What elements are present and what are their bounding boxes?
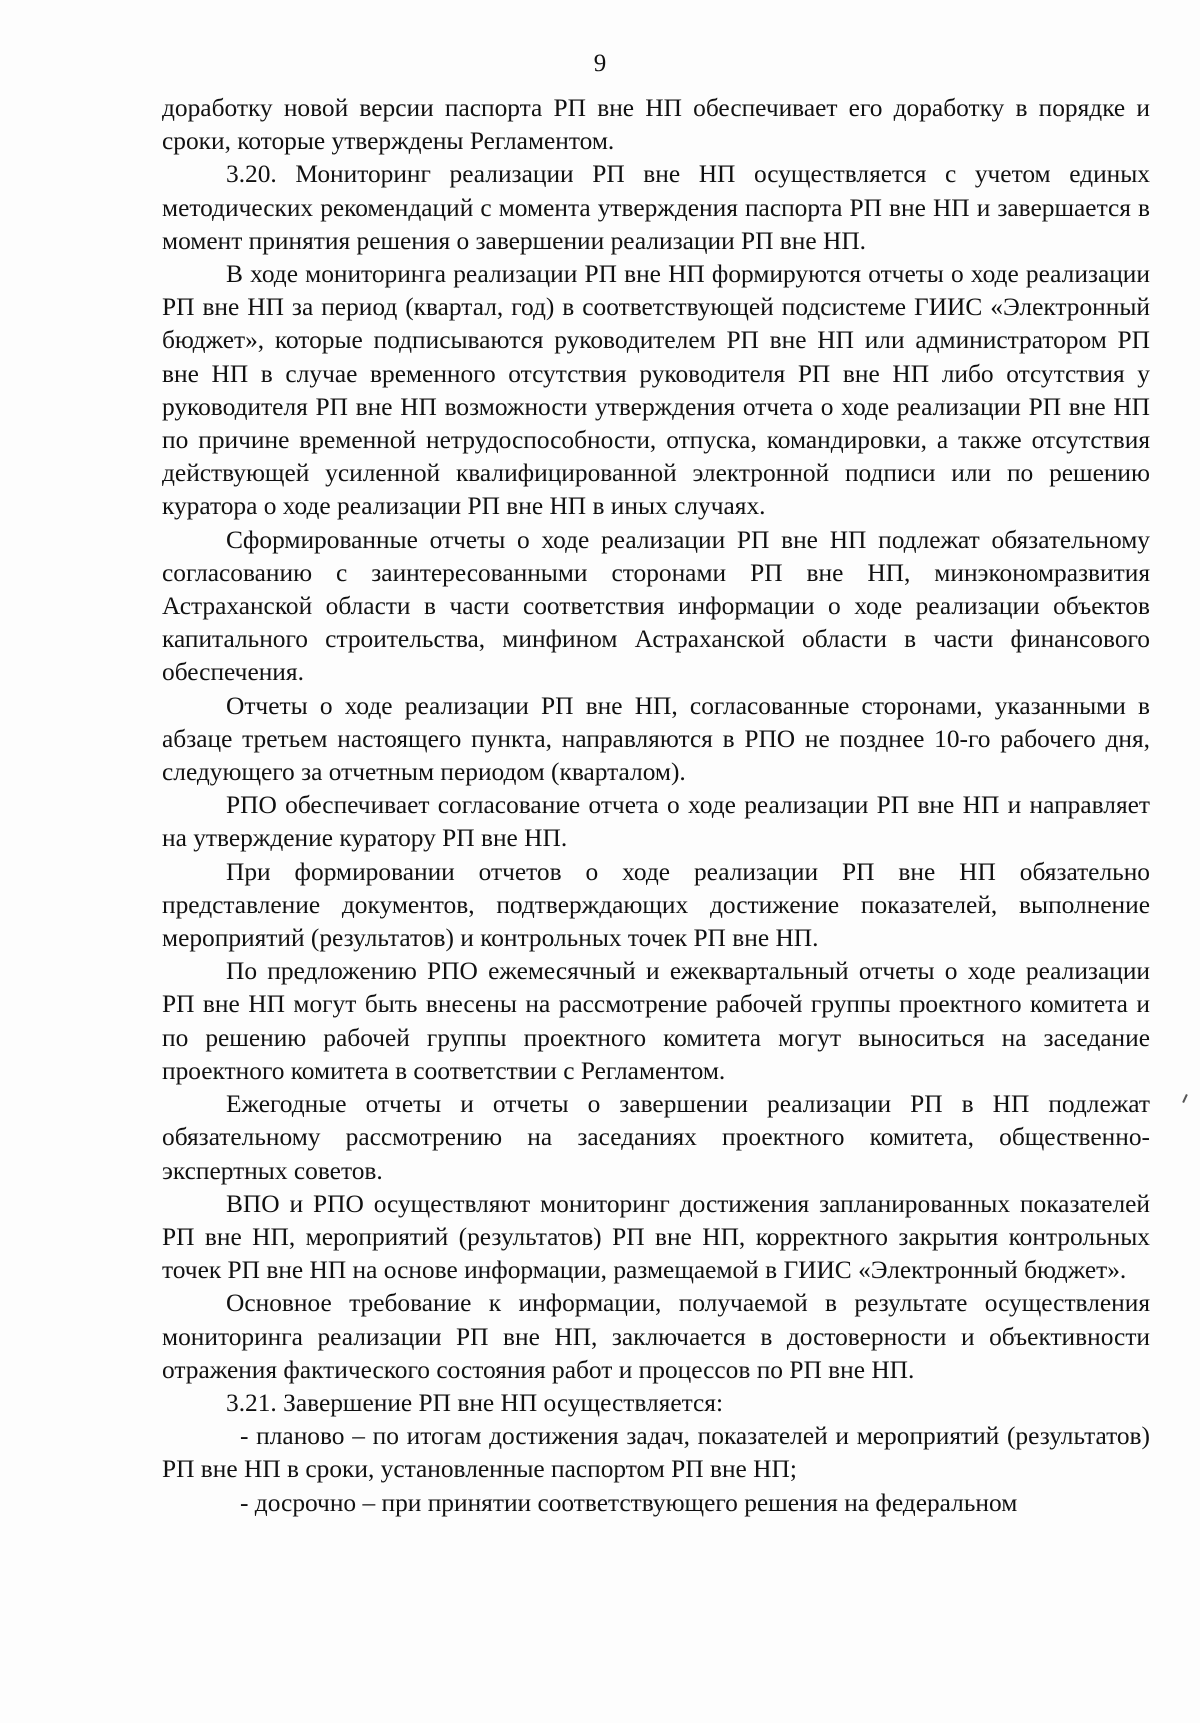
paragraph-reports-approval: Сформированные отчеты о ходе реализации РП вне НП подлежат обязательному согласованию с заинтересованными сторонами РП вне НП, минэкономразвития Астраханской области в части соответствия информации о ходе реализации объектов капитального строительства, минфином Астраханской области в части финансового обеспечения. — [162, 525, 1150, 687]
paragraph-rpo-proposal: По предложению РПО ежемесячный и ежеквартальный отчеты о ходе реализации РП вне НП могут быть внесены на рассмотрение рабочей группы проектного комитета и по решению рабочей группы проектного комитета могут выноситься на заседание проектного комитета в соответствии с Регламентом. — [162, 957, 1150, 1085]
paragraph-main-requirement: Основное требование к информации, получаемой в результате осуществления мониторинга реализации РП вне НП, заключается в достоверности и объективности отражения фактического состояния работ и процессов по РП вне НП. — [162, 1289, 1150, 1384]
paragraph-documents: При формировании отчетов о ходе реализации РП вне НП обязательно представление документов, подтверждающих достижение показателей, выполнение мероприятий (результатов) и контрольных точек РП вне НП. — [162, 857, 1150, 953]
paragraph-vpo-rpo-monitoring: ВПО и РПО осуществляют мониторинг достижения запланированных показателей РП вне НП, мероприятий (результатов) РП вне НП, корректного закрытия контрольных точек РП вне НП на основе информации, размещаемой в ГИИС «Электронный бюджет». — [162, 1189, 1150, 1285]
document-body — [162, 92, 1150, 1520]
paragraph-3-20: 3.20. Мониторинг реализации РП вне НП осуществляется с учетом единых методических рекомендаций с момента утверждения паспорта РП вне НП и завершается в момент принятия решения о завершении реализации РП вне НП. — [162, 160, 1150, 255]
paragraph-3-21: 3.21. Завершение РП вне НП осуществляется: — [226, 1388, 724, 1417]
scan-artifact-mark — [1182, 1094, 1188, 1103]
paragraph-rpo-approval: РПО обеспечивает согласование отчета о ходе реализации РП вне НП и направляет на утверждение куратору РП вне НП. — [162, 791, 1150, 853]
list-item-planned: - планово – по итогам достижения задач, показателей и мероприятий (результатов) РП вне НП в сроки, установленные паспортом РП вне НП; — [162, 1422, 1150, 1484]
paragraph-reports-submission: Отчеты о ходе реализации РП вне НП, согласованные сторонами, указанными в абзаце третьем настоящего пункта, направляются в РПО не позднее 10-го рабочего дня, следующего за отчетным периодом (кварталом). — [162, 691, 1150, 787]
paragraph-continuation: доработку новой версии паспорта РП вне НП обеспечивает его доработку в порядке и сроки, которые утверждены Регламентом. — [162, 94, 1150, 156]
list-item-early: - досрочно – при принятии соответствующего решения на федеральном — [240, 1488, 1018, 1517]
paragraph-annual-reports: Ежегодные отчеты и отчеты о завершении реализации РП в НП подлежат обязательному рассмотрению на заседаниях проектного комитета, общественно-экспертных советов. — [162, 1090, 1150, 1185]
page-number: 9 — [593, 50, 607, 77]
paragraph-monitoring-reports: В ходе мониторинга реализации РП вне НП формируются отчеты о ходе реализации РП вне НП за период (квартал, год) в соответствующей подсистеме ГИИС «Электронный бюджет», которые подписываются руководителем РП вне НП или администратором РП вне НП в случае временного отсутствия руководителя РП вне НП либо отсутствия у руководителя РП вне НП возможности утверждения отчета о ходе реализации РП вне НП по причине временной нетрудоспособности, отпуска, командировки, а также отсутствия действующей усиленной квалифицированной электронной подписи или по решению куратора о ходе реализации РП вне НП в иных случаях. — [162, 260, 1150, 521]
